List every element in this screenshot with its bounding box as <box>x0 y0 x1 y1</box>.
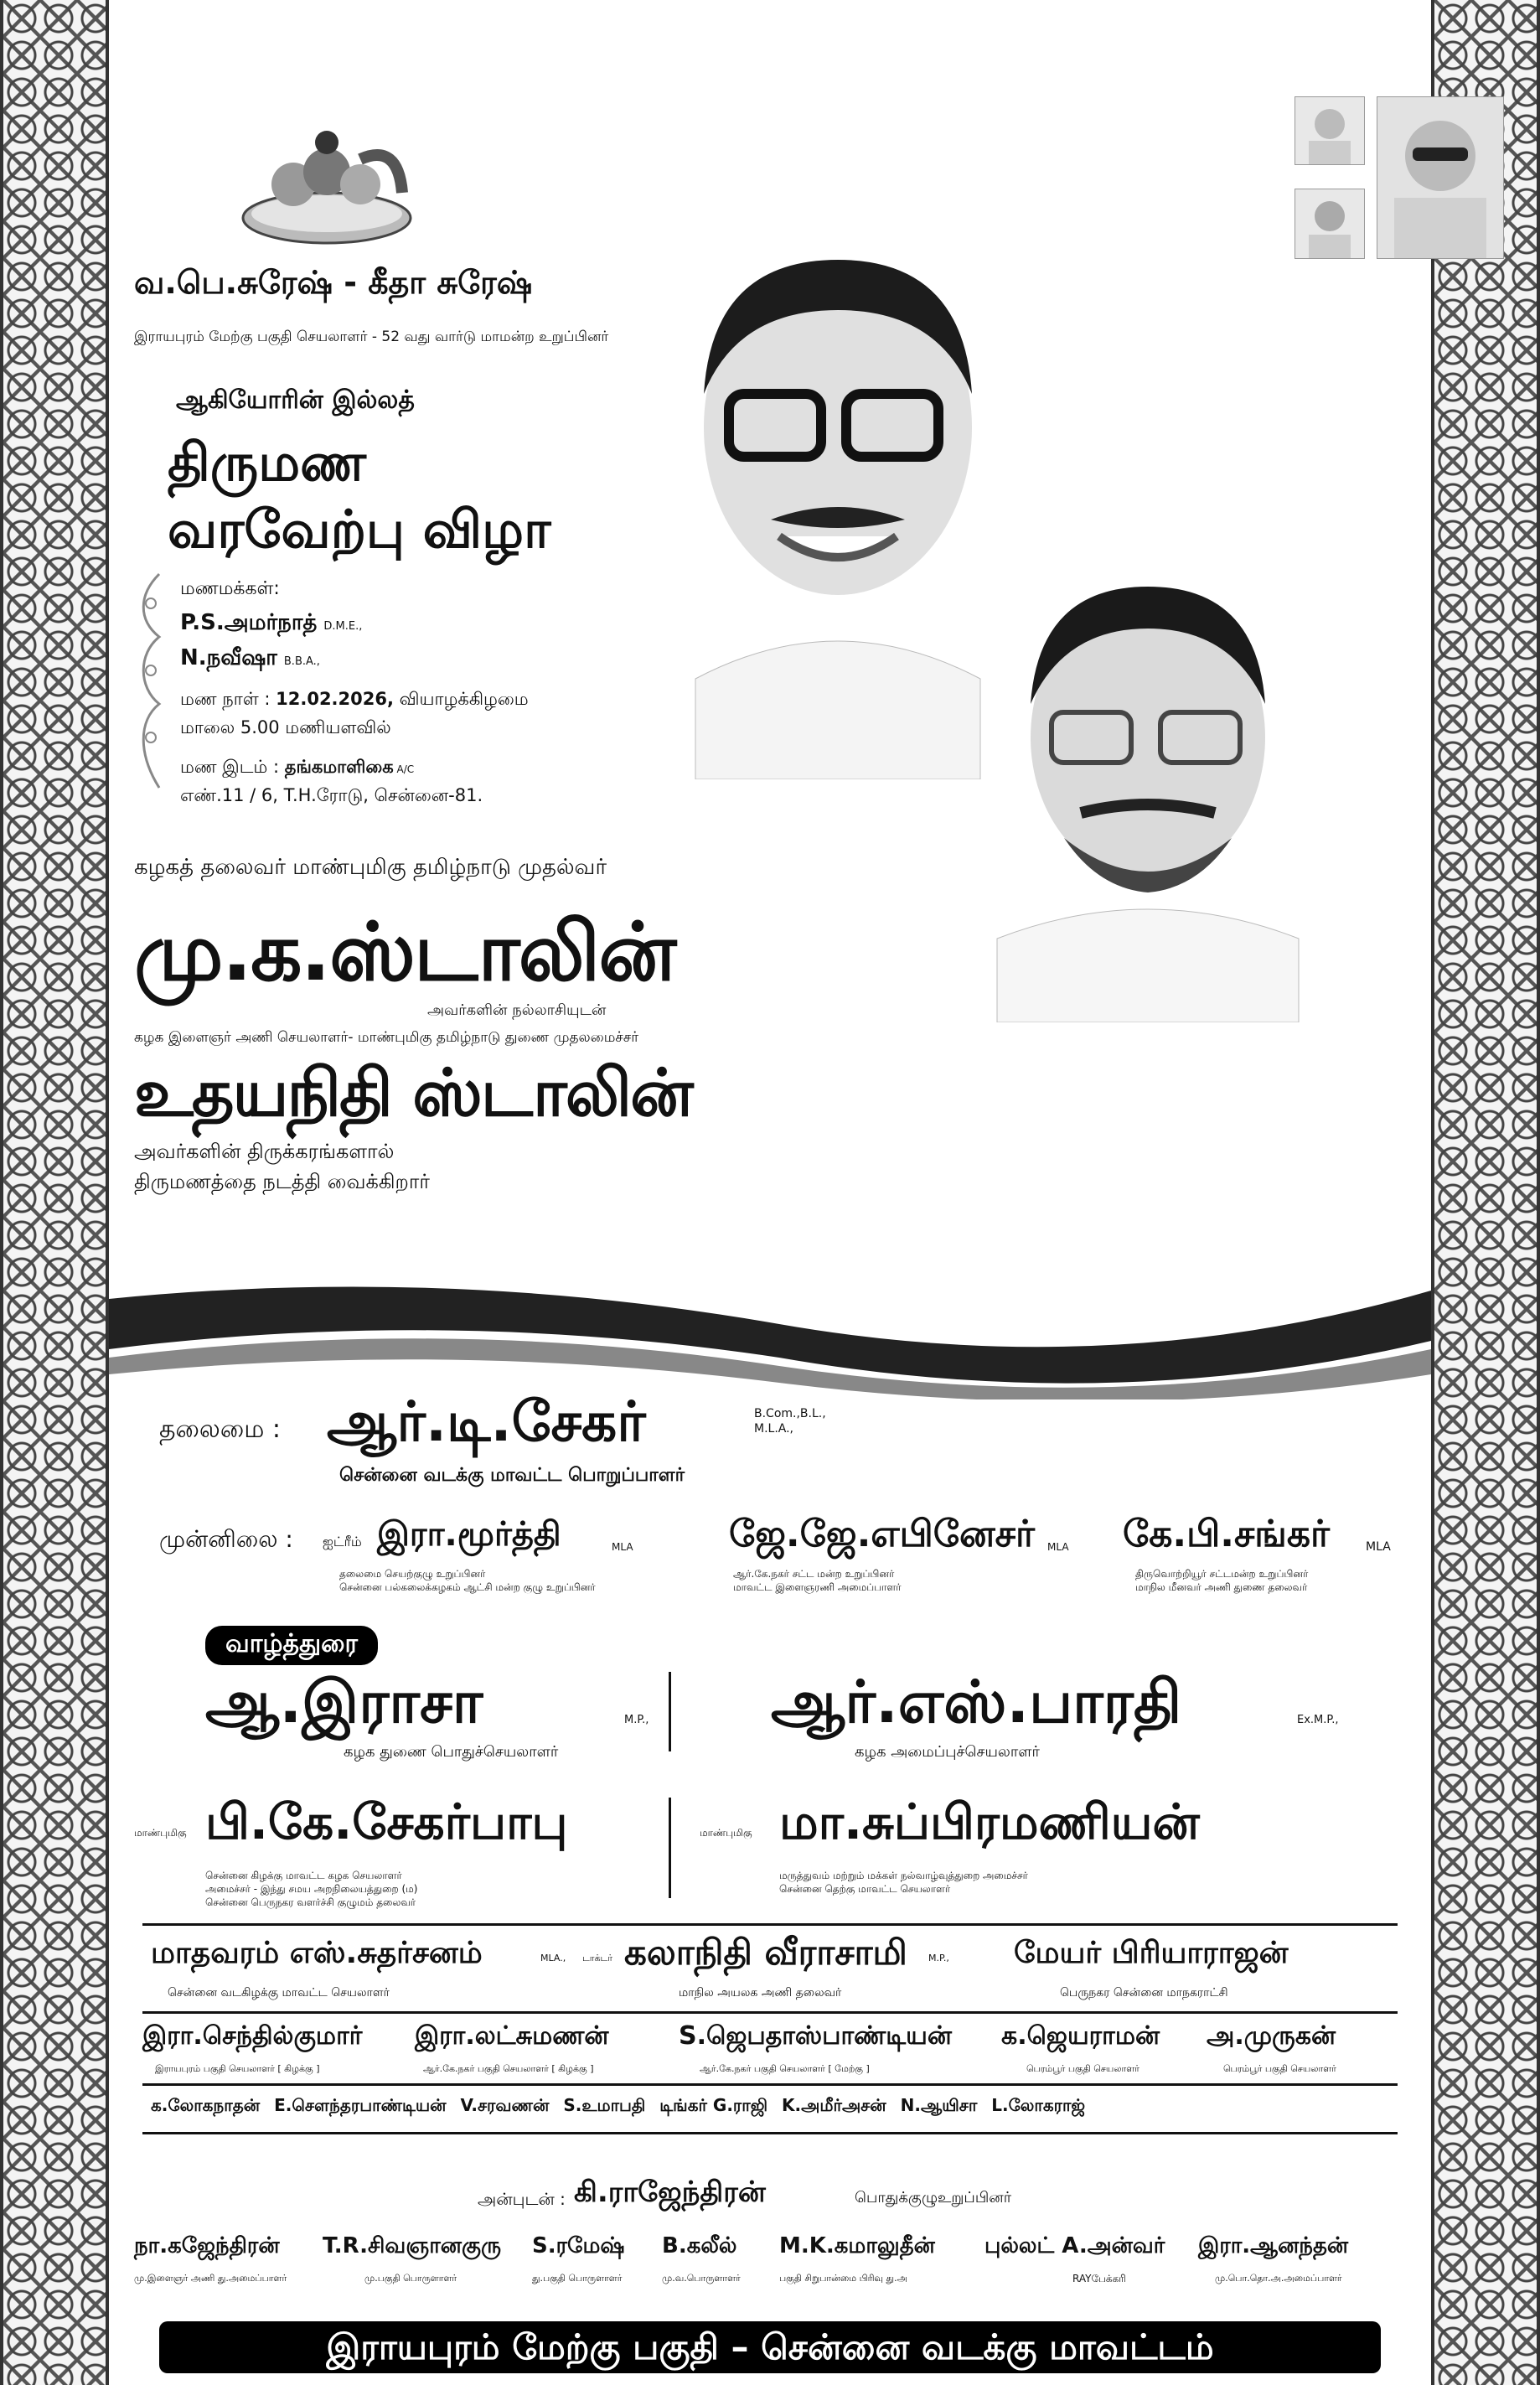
chief-sub: அவர்களின் நல்லாசியுடன் <box>427 1001 607 1019</box>
second-leader-intro: கழக இளைஞர் அணி செயலாளர்- மாண்புமிகு தமிழ்நாடு துணை முதலமைச்சர் <box>134 1029 639 1046</box>
presidency-label: தலைமை : <box>159 1415 282 1444</box>
row4-role-1: இராயபுரம் பகுதி செயலாளர் [ கிழக்கு ] <box>155 2063 320 2074</box>
row6-name-6: புல்லட் A.அன்வர் <box>984 2233 1165 2258</box>
row6-name-2: T.R.சிவஞானகுரு <box>323 2233 502 2258</box>
greetings-badge: வாழ்த்துரை <box>205 1626 378 1665</box>
row5-item: S.உமாபதி <box>563 2095 646 2115</box>
greeting-name-1: ஆ.இராசா <box>205 1668 483 1736</box>
row4-role-4: பெரம்பூர் பகுதி செயலாளர் <box>1026 2063 1139 2074</box>
row3-name-2: கலாநிதி வீராசாமி <box>624 1932 907 1973</box>
greeting-name-2: ஆர்.எஸ்.பாரதி <box>771 1668 1182 1736</box>
groom-degree: D.M.E., <box>323 620 363 633</box>
row4-role-2: ஆர்.கே.நகர் பகுதி செயலாளர் [ கிழக்கு ] <box>423 2063 594 2074</box>
greeting-role-1: கழக துணை பொதுச்செயலாளர் <box>344 1743 559 1761</box>
row3-role-1: சென்னை வடகிழக்கு மாவட்ட செயலாளர் <box>168 1986 390 2000</box>
presence-suffix: MLA <box>1366 1540 1391 1554</box>
wedding-venue <box>180 757 414 779</box>
row4-role-3: ஆர்.கே.நகர் பகுதி செயலாளர் [ மேற்கு ] <box>700 2063 870 2074</box>
presence-role-2: சென்னை பல்கலைக்கழகம் ஆட்சி மன்ற குழு உறுப்பினர் <box>339 1581 596 1593</box>
minister-prefix-1: மாண்புமிகு <box>134 1827 187 1839</box>
row6-role-1: மு.இளைஞர் அணி து.அமைப்பாளர் <box>134 2273 287 2284</box>
row3-suffix-2: M.P., <box>928 1953 949 1963</box>
wedding-date <box>180 689 529 711</box>
row5-item: N.ஆயிசா <box>900 2095 978 2115</box>
row3-suffix-1: MLA., <box>540 1953 566 1963</box>
row6-role-5: பகுதி சிறுபான்மை பிரிவு து.அ <box>779 2273 907 2284</box>
bride-name <box>180 645 320 673</box>
row6-role-3: து.பகுதி பொருளாளர் <box>532 2273 623 2284</box>
wedding-time: மாலை 5.00 மணியளவில் <box>180 717 391 737</box>
minister-name-2: மா.சுப்பிரமணியன் <box>779 1793 1200 1850</box>
minister-prefix-2: மாண்புமிகு <box>700 1827 752 1839</box>
venue-address: எண்.11 / 6, T.H.ரோடு, சென்னை-81. <box>180 785 483 805</box>
row6-role-7: மு.பொ.தொ.அ.அமைப்பாளர் <box>1215 2273 1342 2284</box>
presence-label: முன்னிலை : <box>159 1525 293 1553</box>
presidency-role: சென்னை வடக்கு மாவட்ட பொறுப்பாளர் <box>339 1465 685 1486</box>
bride-degree: B.B.A., <box>283 655 320 668</box>
row-divider <box>142 2011 1398 2014</box>
presence-role-2: மாநில மீனவர் அணி துணை தலைவர் <box>1135 1581 1308 1593</box>
portrait-photo-3 <box>1377 96 1504 259</box>
greeting-suffix-1: M.P., <box>624 1714 649 1726</box>
hosts-roles: இராயபுரம் மேற்கு பகுதி செயலாளர் - 52 வது வார்டு மாமன்ற உறுப்பினர் <box>134 329 609 345</box>
with-love-label: அன்புடன் : <box>478 2189 566 2209</box>
row6-name-7: இரா.ஆனந்தன் <box>1198 2233 1349 2258</box>
row4-name-4: க.ஜெயராமன் <box>1001 2021 1160 2051</box>
invitation-intro: ஆகியோரின் இல்லத் <box>176 385 415 415</box>
row4-name-2: இரா.லட்சுமணன் <box>415 2021 609 2051</box>
divider-line <box>669 1672 671 1751</box>
row5-item: V.சரவணன் <box>460 2095 550 2115</box>
offering-plate-icon <box>235 92 419 251</box>
venue-name: தங்கமாளிகை <box>284 757 394 777</box>
groom-name <box>180 610 362 638</box>
day-value: வியாழக்கிழமை <box>393 689 529 709</box>
row6-name-3: S.ரமேஷ் <box>532 2233 625 2258</box>
row3-name-3: மேயர் பிரியாராஜன் <box>1014 1936 1289 1970</box>
row6-name-4: B.கலீல் <box>662 2233 737 2258</box>
left-decorative-border <box>0 0 109 2385</box>
presence-prefix: ஐட்ரீம் <box>323 1534 362 1549</box>
presence-role-1: ஆர்.கே.நகர் சட்ட மன்ற உறுப்பினர் <box>733 1568 895 1580</box>
presidency-degree-line2: M.L.A., <box>754 1422 794 1436</box>
footer-banner: இராயபுரம் மேற்கு பகுதி – சென்னை வடக்கு மாவட்டம் <box>159 2321 1381 2373</box>
presence-suffix: MLA <box>1047 1541 1069 1553</box>
row3-role-2: மாநில அயலக அணி தலைவர் <box>679 1986 842 2000</box>
minister-role-1c: சென்னை பெருநகர வளர்ச்சி குழுமம் தலைவர் <box>205 1896 416 1908</box>
chief-intro: கழகத் தலைவர் மாண்புமிகு தமிழ்நாடு முதல்வர் <box>134 855 607 880</box>
row6-name-5: M.K.கமாலுதீன் <box>779 2233 935 2258</box>
presidency-degree <box>754 1406 826 1436</box>
presence-name: இரா.மூர்த்தி <box>377 1515 561 1554</box>
minister-name-1: பி.கே.சேகர்பாபு <box>205 1793 568 1850</box>
row6-role-4: மு.வ.பொருளாளர் <box>662 2273 741 2284</box>
minister-role-1b: அமைச்சர் - இந்து சமய அறநிலையத்துறை (ம) <box>205 1883 418 1895</box>
row5-item: க.லோகநாதன் <box>151 2095 261 2115</box>
blessing-line1: அவர்களின் திருக்கரங்களால் <box>134 1140 395 1163</box>
row4-name-3: S.ஜெபதாஸ்பாண்டியன் <box>679 2021 953 2051</box>
divider-line <box>669 1798 671 1898</box>
event-title-line2: வரவேற்பு விழா <box>168 499 551 560</box>
chief-name: மு.க.ஸ்டாலின் <box>134 905 675 999</box>
row4-role-5: பெரம்பூர் பகுதி செயலாளர் <box>1223 2063 1336 2074</box>
wave-divider <box>109 1257 1431 1399</box>
row5-item: டிங்கர் G.ராஜி <box>659 2095 768 2115</box>
row3-name-1: மாதவரம் எஸ்.சுதர்சனம் <box>151 1936 483 1970</box>
presence-role-1: திருவொற்றியூர் சட்டமன்ற உறுப்பினர் <box>1135 1568 1309 1580</box>
presidency-name: ஆர்.டி.சேகர் <box>327 1389 646 1454</box>
row3-role-3: பெருநகர சென்னை மாநகராட்சி <box>1060 1986 1228 2000</box>
row-divider <box>142 1923 1398 1926</box>
venue-ac: A/C <box>393 763 415 775</box>
row4-name-5: அ.முருகன் <box>1207 2021 1336 2051</box>
portrait-photo-2 <box>1295 189 1365 259</box>
with-love-role: பொதுக்குழுஉறுப்பினர் <box>855 2189 1012 2207</box>
greeting-role-2: கழக அமைப்புச்செயலாளர் <box>855 1743 1040 1761</box>
row5-item: K.அமீர்அசன் <box>782 2095 886 2115</box>
poster-content <box>109 0 1431 2385</box>
row3-prefix-2: டாக்டர் <box>582 1953 613 1963</box>
presence-name: ஜே.ஜே.எபினேசர் <box>729 1513 1036 1555</box>
venue-label: மண இடம் : <box>180 757 285 777</box>
date-label: மண நாள் : <box>180 689 276 709</box>
minister-role-2b: சென்னை தெற்கு மாவட்ட செயலாளர் <box>779 1883 951 1895</box>
presence-role-2: மாவட்ட இளைஞரணி அமைப்பாளர் <box>733 1581 902 1593</box>
greeting-suffix-2: Ex.M.P., <box>1297 1714 1339 1726</box>
minister-role-1a: சென்னை கிழக்கு மாவட்ட கழக செயலாளர் <box>205 1870 402 1881</box>
second-leader-name: உதயநிதி ஸ்டாலின் <box>134 1056 692 1131</box>
with-love-name: கி.ராஜேந்திரன் <box>574 2175 766 2209</box>
row-divider <box>142 2132 1398 2134</box>
right-decorative-border <box>1431 0 1540 2385</box>
couple-label: மணமக்கள்: <box>180 578 280 599</box>
row4-name-1: இரா.செந்தில்குமார் <box>142 2021 363 2051</box>
chief-portrait-illustration <box>662 243 1014 779</box>
presence-suffix: MLA <box>612 1541 633 1553</box>
date-value: 12.02.2026, <box>276 689 394 709</box>
bride-name-text: N.நவீஷா <box>180 645 277 670</box>
row5-list <box>151 2095 1093 2118</box>
event-title-line1: திருமண <box>168 432 367 493</box>
row6-role-6: RAYபேக்கரி <box>1072 2273 1126 2284</box>
scroll-ornament-icon <box>134 570 168 796</box>
minister-role-2a: மருத்துவம் மற்றும் மக்கள் நல்வாழ்வுத்துறை அமைச்சர் <box>779 1870 1028 1881</box>
row6-name-1: நா.கஜேந்திரன் <box>134 2233 280 2258</box>
presence-role-1: தலைமை செயற்குழு உறுப்பினர் <box>339 1568 486 1580</box>
presence-name: கே.பி.சங்கர் <box>1123 1513 1330 1555</box>
row-divider <box>142 2083 1398 2086</box>
row5-item: L.லோகராஜ் <box>991 2095 1086 2115</box>
presidency-degree-line1: B.Com.,B.L., <box>754 1407 826 1420</box>
second-leader-portrait-illustration <box>980 570 1315 1022</box>
blessing-line2: திருமணத்தை நடத்தி வைக்கிறார் <box>134 1170 430 1193</box>
portrait-photo-1 <box>1295 96 1365 165</box>
row6-role-2: மு.பகுதி பொருளாளர் <box>364 2273 457 2284</box>
groom-name-text: P.S.அமர்நாத் <box>180 610 318 635</box>
hosts-names: வ.பெ.சுரேஷ் - கீதா சுரேஷ் <box>134 264 533 301</box>
row5-item: E.சௌந்தரபாண்டியன் <box>274 2095 447 2115</box>
